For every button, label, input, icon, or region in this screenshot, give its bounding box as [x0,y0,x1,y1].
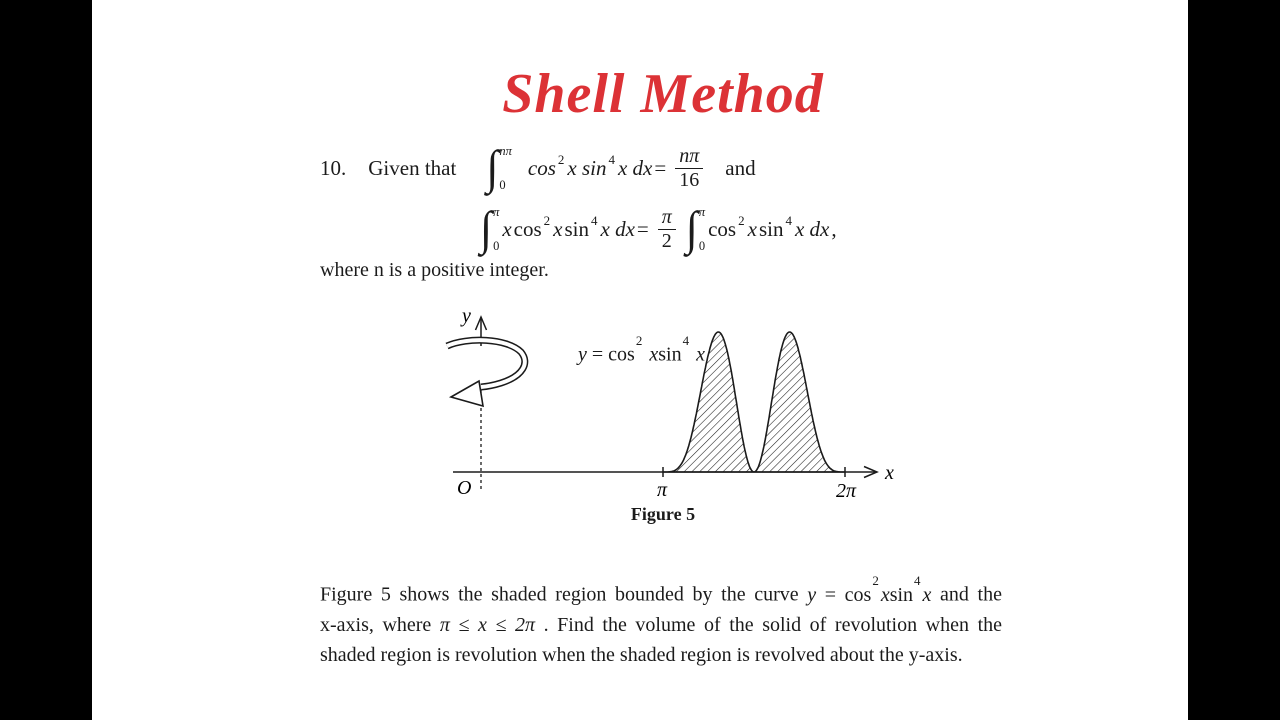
rotation-arrow-icon [447,340,525,406]
math-term: cos [708,216,737,241]
integral-lower-limit: 0 [698,238,706,253]
letterbox-left [0,0,92,720]
integral-sign: ∫ π 0 [685,202,706,255]
origin-label: O [457,477,472,499]
math-term: x dx [794,216,830,241]
figure-caption: Figure 5 [630,504,696,524]
problem-number: 10. [320,155,347,180]
exponent: 2 [543,213,551,228]
conjunction-text: and [725,155,756,180]
figure-5-plot [445,306,915,510]
comma: , [831,216,837,241]
fraction-denominator: 2 [658,229,676,253]
math-term: cos [527,155,556,180]
body-paragraph [320,574,1002,670]
fraction [675,145,703,192]
equals-sign: = [654,155,667,180]
math-term: x [747,216,757,241]
exponent: 4 [785,213,792,228]
equation-1 [320,140,757,196]
integral-sign: ∫ π 0 [480,202,500,255]
two-pi-tick-label: 2π [836,480,857,502]
fraction-denominator: 16 [675,168,703,192]
math-term: sin [758,216,784,241]
exponent: 4 [608,152,615,167]
integral-lower-limit: 0 [499,177,506,192]
paragraph-line-3: shaded region is revolution when the shaded region is revolved about the y-axis. [320,643,963,666]
pi-tick-label: π [657,479,668,501]
paragraph-line-2: x-axis, where π ≤ x ≤ 2π . Find the volume of the solid of revolution when the [320,613,1003,636]
y-axis-label: y [462,306,471,327]
integral-upper-limit: π [493,205,500,219]
page-title: Shell Method [502,63,824,125]
fraction [658,206,676,253]
exponent: 2 [557,152,565,167]
math-term: sin [564,216,589,241]
where-clause: where n is a positive integer. [320,259,549,281]
figure-5 [445,306,915,510]
math-term: x sin [567,155,607,180]
math-term: x dx [600,216,635,241]
letterbox-right [1188,0,1280,720]
inline-math: $y = \cos^2xsin^4x$ [807,573,932,606]
integral-upper-limit: π [698,205,706,219]
exponent: 4 [591,213,598,228]
x-axis-label: x [885,462,894,484]
curve-equation-label: $y = \cos^2 xsin^4$ x [578,333,705,366]
math-term: x [553,216,563,241]
integral-sign: ∫ nπ 0 [486,141,512,194]
exponent: 2 [738,213,745,228]
math-term: cos [513,216,542,241]
integral-upper-limit: nπ [499,144,512,158]
equals-sign: = [636,216,649,241]
paragraph-line-1: Figure 5 shows the shaded region bounded by the curve $y = \cos^2xsin^4x$ and the [320,573,1002,606]
integral-lower-limit: 0 [493,238,500,253]
worksheet-page [92,0,1188,720]
inline-math: π ≤ x ≤ 2π [439,613,536,636]
intro-text: Given that [368,155,457,180]
math-term: x dx [617,155,653,180]
math-term: x [502,216,512,241]
fraction-numerator: nπ [679,144,700,167]
equation-2 [478,203,838,255]
fraction-numerator: π [661,205,672,228]
